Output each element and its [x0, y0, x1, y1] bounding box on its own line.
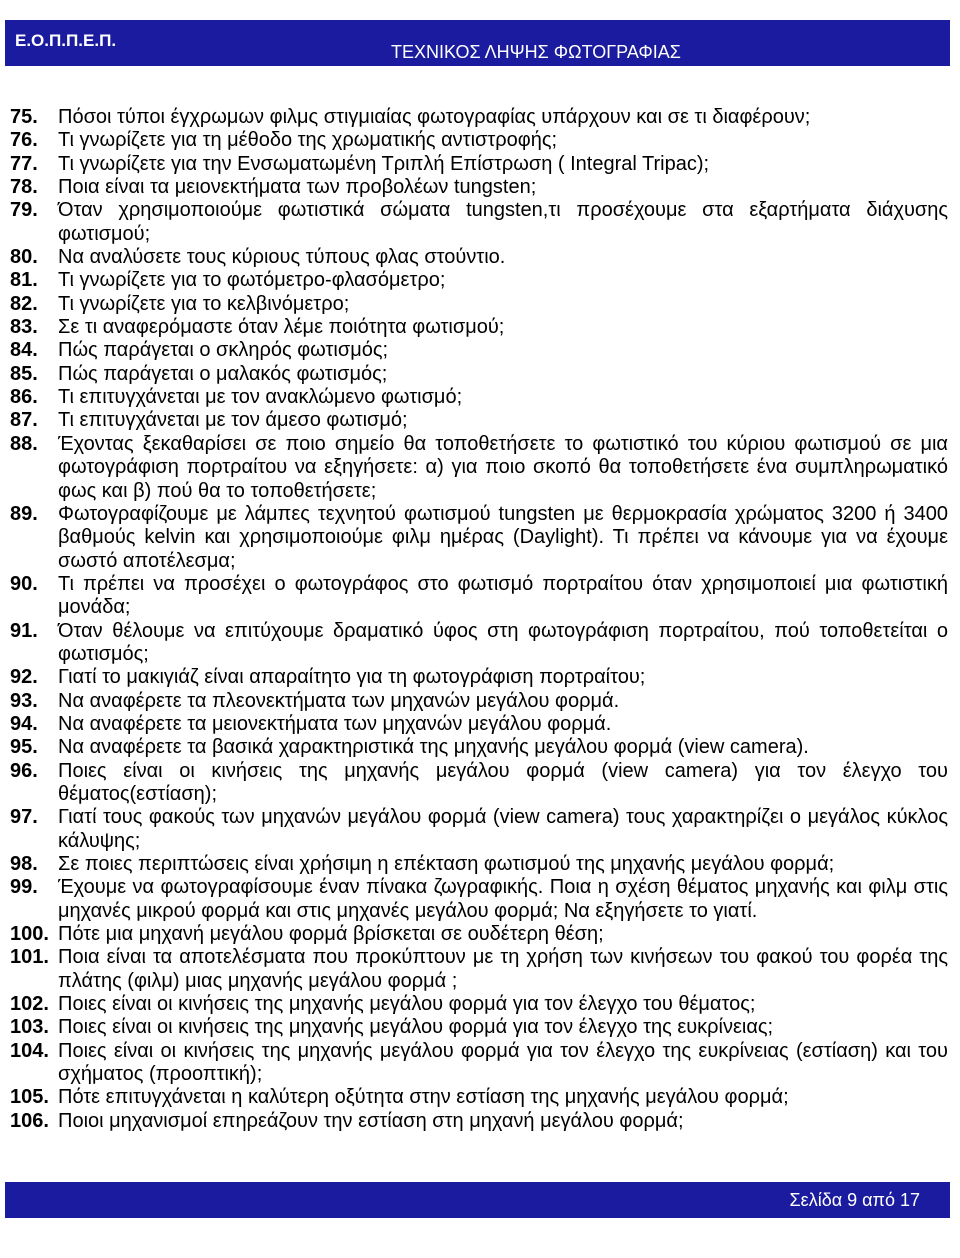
question-number: 102.	[10, 993, 49, 1016]
question-number: 88.	[10, 432, 38, 455]
question-number: 79.	[10, 199, 38, 222]
question-text: Ποιες είναι οι κινήσεις της μηχανής μεγάλου φορμά (view camera) για τον έλεγχο του θέματος(εστίαση);	[58, 759, 948, 805]
question-item	[10, 433, 948, 503]
question-number: 106.	[10, 1109, 49, 1132]
question-text: Έχοντας ξεκαθαρίσει σε ποιο σημείο θα τοποθετήσετε το φωτιστικό του κύριου φωτισμού σε μια φωτογράφιση πορτραίτου να εξηγήσετε: α) για ποιο σκοπό θα τοποθετήσετε ένα συμπληρωματικό φως και β) πού θα το τοποθετήσετε;	[58, 432, 948, 502]
question-number: 91.	[10, 619, 38, 642]
question-text: Γιατί το μακιγιάζ είναι απαραίτητο για τη φωτογράφιση πορτραίτου;	[58, 666, 646, 689]
question-item	[10, 106, 948, 129]
question-text: Γιατί τους φακούς των μηχανών μεγάλου φορμά (view camera) τους χαρακτηρίζει ο μεγάλος κύκλος κάλυψης;	[58, 806, 948, 852]
question-number: 94.	[10, 712, 38, 735]
question-item	[10, 199, 948, 246]
question-text: Ποιοι μηχανισμοί επηρεάζουν την εστίαση στη μηχανή μεγάλου φορμά;	[58, 1109, 684, 1132]
question-number: 82.	[10, 292, 38, 315]
question-text: Πόσοι τύποι έγχρωμων φιλμς στιγμιαίας φωτογραφίας υπάρχουν και σε τι διαφέρουν;	[58, 106, 811, 128]
question-text: Τι πρέπει να προσέχει ο φωτογράφος στο φωτισμό πορτραίτου όταν χρησιμοποιεί μια φωτιστική μονάδα;	[58, 572, 948, 619]
question-item	[10, 573, 948, 620]
question-item	[10, 806, 948, 853]
question-item	[10, 1110, 948, 1133]
question-number: 76.	[10, 129, 38, 152]
question-item	[10, 409, 948, 432]
question-number: 98.	[10, 853, 38, 875]
question-item	[10, 666, 948, 689]
question-text: Σε τι αναφερόμαστε όταν λέμε ποιότητα φωτισμού;	[58, 316, 505, 339]
question-item	[10, 339, 948, 362]
question-item	[10, 690, 948, 713]
question-text: Ποια είναι τα μειονεκτήματα των προβολέων tungsten;	[58, 176, 537, 199]
question-text: Τι επιτυγχάνεται με τον ανακλώμενο φωτισμό;	[58, 386, 463, 409]
question-item	[10, 153, 948, 176]
question-item	[10, 316, 948, 339]
question-text: Φωτογραφίζουμε με λάμπες τεχνητού φωτισμού tungsten με θερμοκρασία χρώματος 3200 ή 3400 βαθμούς kelvin και χρησιμοποιούμε φιλμ ημέρας (Daylight). Τι πρέπει να κάνουμε για να έχουμε σωστό αποτέλεσμα;	[58, 502, 948, 572]
question-number: 97.	[10, 806, 38, 829]
question-list	[10, 106, 948, 1133]
question-number: 92.	[10, 666, 38, 689]
question-number: 99.	[10, 876, 38, 899]
question-number: 90.	[10, 572, 38, 595]
question-item	[10, 876, 948, 923]
question-item	[10, 1086, 948, 1109]
header-bar	[5, 20, 950, 66]
question-number: 104.	[10, 1039, 49, 1062]
question-number: 105.	[10, 1086, 49, 1109]
question-number: 86.	[10, 386, 38, 409]
page-number: Σελίδα 9 από 17	[789, 1190, 920, 1210]
question-number: 89.	[10, 502, 38, 525]
question-text: Όταν θέλουμε να επιτύχουμε δραματικό ύφος στη φωτογράφιση πορτραίτου, πού τοποθετείται ο φωτισμός;	[58, 619, 948, 665]
question-text: Να αναφέρετε τα βασικά χαρακτηριστικά της μηχανής μεγάλου φορμά (view camera).	[58, 736, 809, 759]
question-number: 100.	[10, 923, 49, 946]
question-number: 75.	[10, 106, 38, 128]
question-item	[10, 923, 948, 946]
question-number: 81.	[10, 269, 38, 292]
question-number: 96.	[10, 759, 38, 782]
question-item	[10, 176, 948, 199]
question-text: Ποιες είναι οι κινήσεις της μηχανής μεγάλου φορμά για τον έλεγχο του θέματος;	[58, 993, 756, 1016]
question-number: 87.	[10, 409, 38, 432]
question-number: 93.	[10, 689, 38, 712]
question-item	[10, 853, 948, 876]
question-item	[10, 246, 948, 269]
question-item	[10, 620, 948, 667]
question-item	[10, 1040, 948, 1087]
question-text: Να αναφέρετε τα μειονεκτήματα των μηχανών μεγάλου φορμά.	[58, 712, 612, 735]
question-text: Ποια είναι τα αποτελέσματα που προκύπτουν με τη χρήση των κινήσεων του φακού του φορέα της πλάτης (φιλμ) μιας μηχανής μεγάλου φορμά ;	[58, 946, 948, 992]
question-text: Πότε επιτυγχάνεται η καλύτερη οξύτητα στην εστίαση της μηχανής μεγάλου φορμά;	[58, 1086, 789, 1109]
question-item	[10, 363, 948, 386]
question-text: Πότε μια μηχανή μεγάλου φορμά βρίσκεται σε ουδέτερη θέση;	[58, 923, 604, 946]
org-name: Ε.Ο.Π.Π.Ε.Π.	[15, 31, 117, 50]
question-number: 101.	[10, 946, 49, 969]
question-text: Σε ποιες περιπτώσεις είναι χρήσιμη η επέκταση φωτισμού της μηχανής μεγάλου φορμά;	[58, 853, 835, 875]
question-item	[10, 946, 948, 993]
question-item	[10, 386, 948, 409]
document-title: ΤΕΧΝΙΚΟΣ ΛΗΨΗΣ ΦΩΤΟΓΡΑΦΙΑΣ	[391, 42, 681, 62]
question-number: 80.	[10, 246, 38, 269]
question-number: 103.	[10, 1016, 49, 1039]
question-item	[10, 293, 948, 316]
question-item	[10, 736, 948, 759]
question-text: Όταν χρησιμοποιούμε φωτιστικά σώματα tungsten,τι προσέχουμε στα εξαρτήματα διάχυσης φωτισμού;	[58, 199, 948, 245]
question-item	[10, 129, 948, 152]
footer-bar	[5, 1182, 950, 1218]
question-text: Τι γνωρίζετε για το φωτόμετρο-φλασόμετρο;	[58, 269, 446, 292]
question-text: Να αναφέρετε τα πλεονεκτήματα των μηχανών μεγάλου φορμά.	[58, 689, 620, 712]
question-text: Τι γνωρίζετε για τη μέθοδο της χρωματικής αντιστροφής;	[58, 129, 558, 152]
question-text: Τι γνωρίζετε για το κελβινόμετρο;	[58, 292, 350, 315]
question-text: Πώς παράγεται ο μαλακός φωτισμός;	[58, 362, 388, 385]
question-number: 78.	[10, 176, 38, 199]
question-number: 95.	[10, 736, 38, 759]
question-text: Τι γνωρίζετε για την Ενσωματωμένη Τριπλή Επίστρωση ( Integral Tripac);	[58, 152, 710, 175]
question-item	[10, 503, 948, 573]
question-text: Ποιες είναι οι κινήσεις της μηχανής μεγάλου φορμά για τον έλεγχο της ευκρίνειας;	[58, 1016, 774, 1039]
question-number: 84.	[10, 339, 38, 362]
question-item	[10, 993, 948, 1016]
question-item	[10, 1016, 948, 1039]
question-text: Να αναλύσετε τους κύριους τύπους φλας στούντιο.	[58, 246, 506, 269]
question-item	[10, 269, 948, 292]
question-text: Έχουμε να φωτογραφίσουμε έναν πίνακα ζωγραφικής. Ποια η σχέση θέματος μηχανής και φιλμ στις μηχανές μικρού φορμά και στις μηχανές μεγάλου φορμά; Να εξηγήσετε το γιατί.	[58, 876, 948, 922]
question-number: 83.	[10, 316, 38, 339]
question-number: 77.	[10, 152, 38, 175]
question-item	[10, 713, 948, 736]
question-text: Πώς παράγεται ο σκληρός φωτισμός;	[58, 339, 389, 362]
question-text: Τι επιτυγχάνεται με τον άμεσο φωτισμό;	[58, 409, 408, 432]
question-item	[10, 760, 948, 807]
question-text: Ποιες είναι οι κινήσεις της μηχανής μεγάλου φορμά για τον έλεγχο της ευκρίνειας (εστίαση) και του σχήματος (προοπτική);	[58, 1039, 948, 1086]
question-number: 85.	[10, 362, 38, 385]
